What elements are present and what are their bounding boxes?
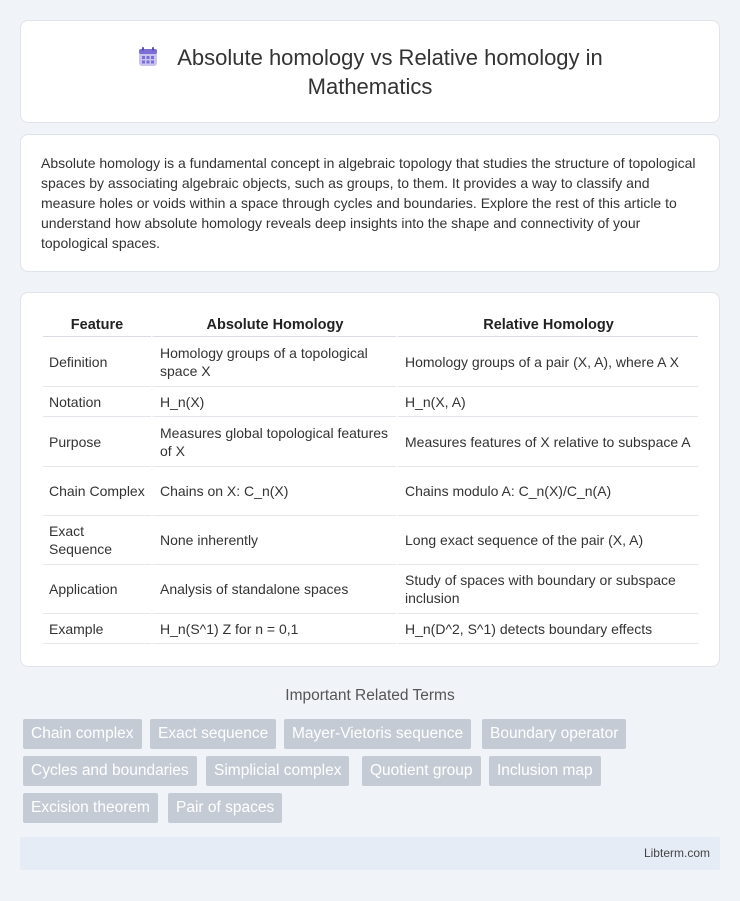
cell-feature: Purpose xyxy=(43,417,151,467)
cell-absolute: H_n(X) xyxy=(151,387,396,417)
table-row xyxy=(43,565,698,614)
tag-cycles-boundaries[interactable]: Cycles and boundaries xyxy=(23,756,197,786)
related-terms-title: Important Related Terms xyxy=(285,687,455,704)
cell-feature: Example xyxy=(43,614,151,644)
intro-card xyxy=(20,134,720,272)
cell-relative: H_n(D^2, S^1) detects boundary effects xyxy=(396,614,698,644)
table-row xyxy=(43,417,698,467)
tag-inclusion-map[interactable]: Inclusion map xyxy=(489,756,601,786)
table-row xyxy=(43,337,698,387)
cell-absolute: None inherently xyxy=(151,516,396,565)
tag-quotient-group[interactable]: Quotient group xyxy=(362,756,481,786)
cell-absolute: H_n(S^1) Z for n = 0,1 xyxy=(151,614,396,644)
header-feature: Feature xyxy=(43,315,151,337)
comparison-table xyxy=(43,315,698,644)
header-absolute: Absolute Homology xyxy=(151,315,396,337)
tag-mayer-vietoris[interactable]: Mayer-Vietoris sequence xyxy=(284,719,471,749)
cell-relative: H_n(X, A) xyxy=(396,387,698,417)
footer-site[interactable]: Libterm.com xyxy=(643,846,710,860)
table-row xyxy=(43,614,698,644)
footer xyxy=(20,837,720,870)
table-header-row xyxy=(43,315,698,337)
comparison-table-card xyxy=(20,292,720,667)
tag-excision-theorem[interactable]: Excision theorem xyxy=(23,793,158,823)
intro-text: Absolute homology is a fundamental concept in algebraic topology that studies the structure of topological spaces by associating algebraic objects, such as groups, to them. It provides a way to classify and measure holes or voids within a space through cycles and boundaries. Explore the rest of this article to understand how absolute homology reveals deep insights into the shape and connectivity of your topological spaces. xyxy=(41,155,696,251)
cell-feature: Exact Sequence xyxy=(43,516,151,565)
tag-exact-sequence[interactable]: Exact sequence xyxy=(150,719,276,749)
calendar-icon xyxy=(137,46,159,68)
cell-absolute: Homology groups of a topological space X xyxy=(151,337,396,387)
cell-relative: Long exact sequence of the pair (X, A) xyxy=(396,516,698,565)
header-relative: Relative Homology xyxy=(396,315,698,337)
cell-relative: Homology groups of a pair (X, A), where A X xyxy=(396,337,698,387)
tag-boundary-operator[interactable]: Boundary operator xyxy=(482,719,626,749)
table-row xyxy=(43,516,698,565)
cell-feature: Definition xyxy=(43,337,151,387)
tag-pair-of-spaces[interactable]: Pair of spaces xyxy=(168,793,282,823)
cell-relative: Chains modulo A: C_n(X)/C_n(A) xyxy=(396,467,698,516)
cell-feature: Notation xyxy=(43,387,151,417)
tag-chain-complex[interactable]: Chain complex xyxy=(23,719,142,749)
cell-absolute: Measures global topological features of X xyxy=(151,417,396,467)
cell-relative: Measures features of X relative to subspace A xyxy=(396,417,698,467)
title-card xyxy=(20,20,720,123)
cell-relative: Study of spaces with boundary or subspace inclusion xyxy=(396,565,698,614)
page-title-wrap xyxy=(90,43,650,101)
table-row xyxy=(43,387,698,417)
cell-feature: Chain Complex xyxy=(43,467,151,516)
cell-absolute: Chains on X: C_n(X) xyxy=(151,467,396,516)
cell-absolute: Analysis of standalone spaces xyxy=(151,565,396,614)
tag-simplicial-complex[interactable]: Simplicial complex xyxy=(206,756,349,786)
cell-feature: Application xyxy=(43,565,151,614)
table-row xyxy=(43,467,698,516)
page-title: Absolute homology vs Relative homology in Mathematics xyxy=(177,44,603,99)
